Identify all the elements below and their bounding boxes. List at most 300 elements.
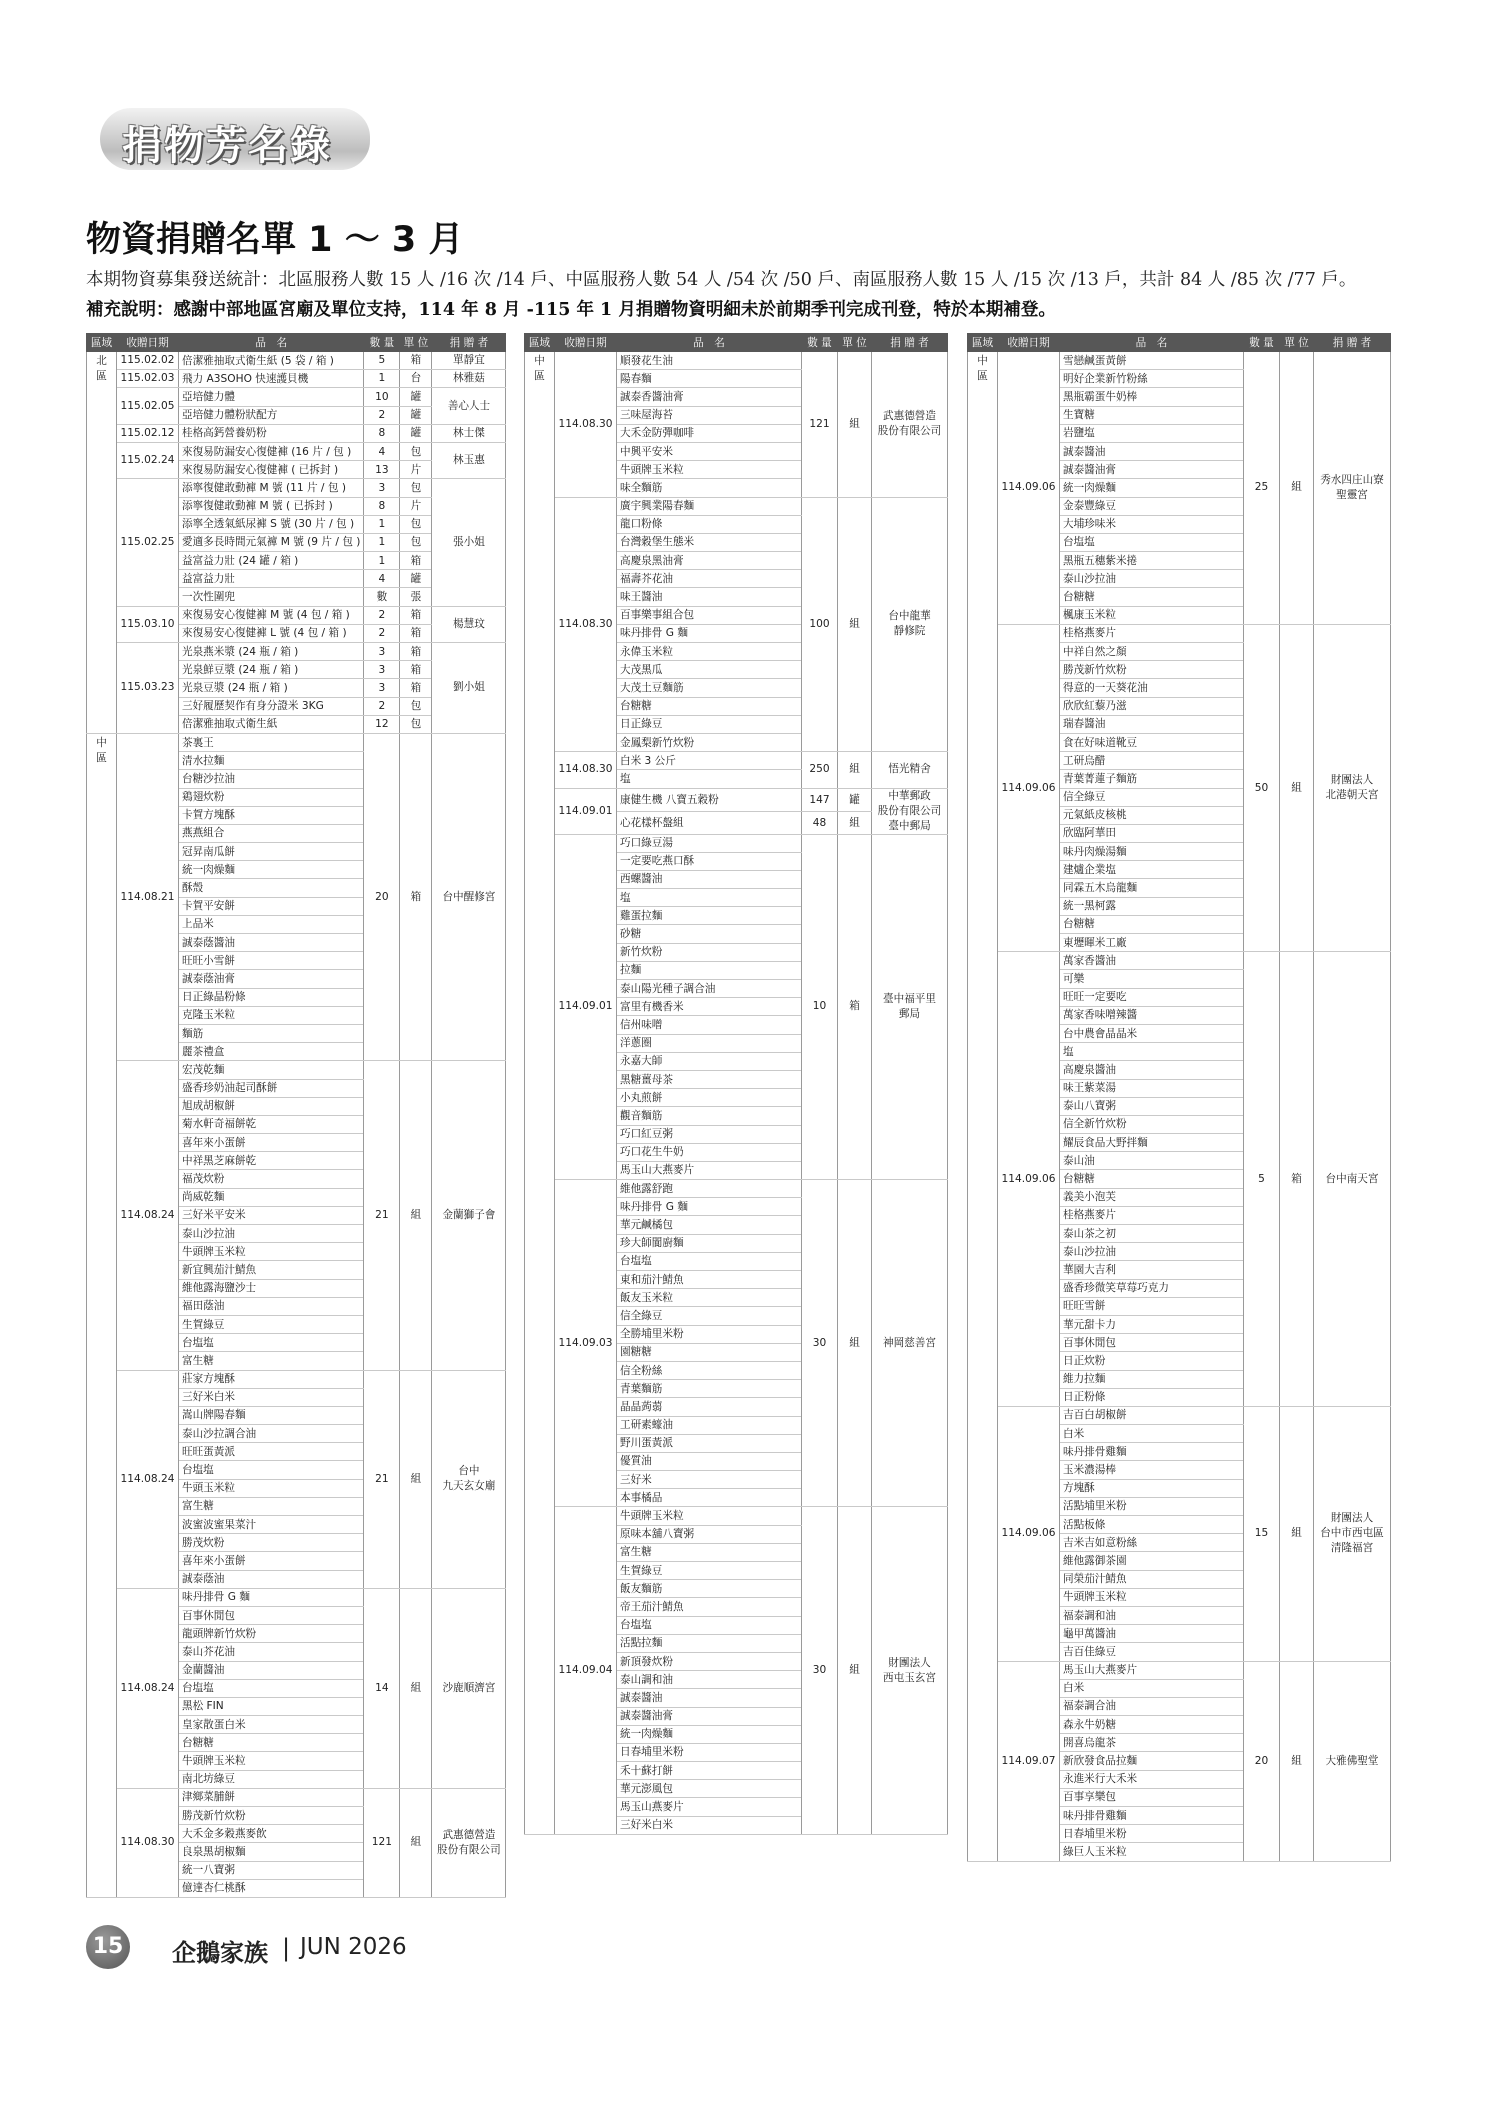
item-cell: 信全綠豆 (1060, 788, 1244, 806)
item-cell: 愛適多長時間元氣褲 M 號 (9 片 / 包 ) (179, 533, 364, 551)
quantity-cell: 10 (802, 834, 838, 1180)
table-row (525, 788, 948, 811)
date-cell: 115.02.05 (117, 388, 179, 424)
donation-table (524, 333, 948, 1835)
item-cell: 東和茄汁鯖魚 (617, 1271, 802, 1289)
item-cell: 大茂土豆麵筋 (617, 679, 802, 697)
item-cell: 味全麵筋 (617, 479, 802, 497)
item-cell: 麵筋 (179, 1024, 364, 1042)
donor-cell: 楊慧玟 (432, 606, 506, 642)
item-cell: 亞培健力體 (179, 388, 364, 406)
item-cell: 誠泰蔭醬油 (179, 934, 364, 952)
item-cell: 飯友麵筋 (617, 1580, 802, 1598)
unit-cell: 組 (1280, 1661, 1314, 1861)
item-cell: 嵩山牌陽春麵 (179, 1406, 364, 1424)
item-cell: 活點板條 (1060, 1516, 1244, 1534)
quantity-cell: 121 (364, 1788, 400, 1897)
item-cell: 廣宇興業陽春麵 (617, 497, 802, 515)
item-cell: 牛頭牌玉米粒 (179, 1752, 364, 1770)
area-cell: 中 區 (87, 733, 117, 1897)
quantity-cell: 8 (364, 497, 400, 515)
unit-cell: 箱 (400, 552, 432, 570)
unit-cell: 組 (400, 1588, 432, 1788)
quantity-cell: 20 (1244, 1661, 1280, 1861)
quantity-cell: 2 (364, 697, 400, 715)
area-cell: 中 區 (525, 352, 555, 1835)
unit-cell: 箱 (400, 643, 432, 661)
item-cell: 添寧全透氣紙尿褲 S 號 (30 片 / 包 ) (179, 515, 364, 533)
donor-cell: 台中 九天玄女廟 (432, 1370, 506, 1588)
item-cell: 全勝埔里米粉 (617, 1325, 802, 1343)
unit-cell: 組 (838, 352, 872, 498)
item-cell: 牛頭牌玉米粒 (617, 1507, 802, 1525)
footer-separator: | (282, 1934, 291, 1962)
item-cell: 勝茂炊粉 (179, 1534, 364, 1552)
item-cell: 同榮茄汁鯖魚 (1060, 1570, 1244, 1588)
item-cell: 泰山沙拉油 (1060, 1243, 1244, 1261)
table-row (525, 834, 948, 852)
unit-cell: 組 (400, 1788, 432, 1897)
table-row (968, 952, 1391, 970)
item-cell: 泰山沙拉調合油 (179, 1425, 364, 1443)
item-cell: 勝茂新竹炊粉 (179, 1807, 364, 1825)
item-cell: 龍頭牌新竹炊粉 (179, 1625, 364, 1643)
quantity-cell: 1 (364, 533, 400, 551)
table-row (87, 1370, 506, 1388)
item-cell: 燕燕組合 (179, 824, 364, 842)
quantity-cell: 21 (364, 1370, 400, 1588)
unit-cell: 台 (400, 370, 432, 388)
item-cell: 方塊酥 (1060, 1479, 1244, 1497)
item-cell: 新欣發食品拉麵 (1060, 1752, 1244, 1770)
date-cell: 114.09.06 (998, 352, 1060, 625)
donor-cell: 武惠德營造 股份有限公司 (872, 352, 948, 498)
date-cell: 115.02.02 (117, 352, 179, 370)
column-header: 品 名 (1060, 334, 1244, 352)
donation-table-right (967, 333, 1391, 1862)
table-row (87, 442, 506, 460)
item-cell: 宏茂乾麵 (179, 1061, 364, 1079)
item-cell: 晶晶蒟蒻 (617, 1398, 802, 1416)
date-cell: 114.08.21 (117, 733, 179, 1060)
table-header-row (525, 334, 948, 352)
item-cell: 園糖糖 (617, 1343, 802, 1361)
item-cell: 大茂黑瓜 (617, 661, 802, 679)
unit-cell: 罐 (838, 788, 872, 811)
column-header: 單 位 (838, 334, 872, 352)
item-cell: 波蜜波蜜果菜汁 (179, 1516, 364, 1534)
item-cell: 元氣紙皮核桃 (1060, 806, 1244, 824)
item-cell: 青葉菁蓮子麵筋 (1060, 770, 1244, 788)
item-cell: 大禾金防彈咖啡 (617, 424, 802, 442)
item-cell: 牛頭牌玉米粒 (179, 1243, 364, 1261)
item-cell: 野川蛋黃派 (617, 1434, 802, 1452)
unit-cell: 組 (1280, 352, 1314, 625)
item-cell: 牛頭玉米粒 (179, 1479, 364, 1497)
item-cell: 雞蛋拉麵 (617, 907, 802, 925)
quantity-cell: 2 (364, 624, 400, 642)
item-cell: 旺旺蛋黃派 (179, 1443, 364, 1461)
donor-cell: 沙鹿順濟宮 (432, 1588, 506, 1788)
unit-cell: 罐 (400, 424, 432, 442)
item-cell: 泰山芥花油 (179, 1643, 364, 1661)
item-cell: 馬玉山大燕麥片 (1060, 1661, 1244, 1679)
column-header: 捐 贈 者 (1314, 334, 1391, 352)
item-cell: 帝王茄汁鯖魚 (617, 1598, 802, 1616)
item-cell: 白米 (1060, 1425, 1244, 1443)
item-cell: 西螺醬油 (617, 870, 802, 888)
item-cell: 活點拉麵 (617, 1634, 802, 1652)
date-cell: 114.08.30 (117, 1788, 179, 1897)
quantity-cell: 30 (802, 1180, 838, 1507)
item-cell: 建爐企業塩 (1060, 861, 1244, 879)
date-cell: 114.09.04 (555, 1507, 617, 1834)
table-row (87, 1061, 506, 1079)
unit-cell: 組 (838, 497, 872, 752)
item-cell: 信全綠豆 (617, 1307, 802, 1325)
donor-cell: 神岡慈善宮 (872, 1180, 948, 1507)
column-header: 區域 (87, 334, 117, 352)
item-cell: 白米 (1060, 1679, 1244, 1697)
donor-cell: 台中龍華 靜修院 (872, 497, 948, 752)
item-cell: 台中農會晶晶米 (1060, 1024, 1244, 1042)
item-cell: 金鳳梨新竹炊粉 (617, 733, 802, 751)
item-cell: 喜年來小蛋餅 (179, 1552, 364, 1570)
item-cell: 岩鹽塩 (1060, 424, 1244, 442)
item-cell: 桂格燕麥片 (1060, 624, 1244, 642)
item-cell: 維他露海鹽沙士 (179, 1279, 364, 1297)
unit-cell: 片 (400, 461, 432, 479)
table-row (87, 479, 506, 497)
item-cell: 旺旺小雪餅 (179, 952, 364, 970)
unit-cell: 包 (400, 479, 432, 497)
item-cell: 維他露舒跑 (617, 1180, 802, 1198)
quantity-cell: 30 (802, 1507, 838, 1834)
item-cell: 富生糖 (179, 1352, 364, 1370)
item-cell: 添寧復健敢動褲 M 號 (11 片 / 包 ) (179, 479, 364, 497)
date-cell: 114.09.06 (998, 952, 1060, 1407)
quantity-cell: 10 (364, 388, 400, 406)
item-cell: 三好履歷契作有身分證米 3KG (179, 697, 364, 715)
unit-cell: 組 (1280, 624, 1314, 951)
item-cell: 高慶泉醬油 (1060, 1061, 1244, 1079)
table-row (525, 1507, 948, 1525)
item-cell: 中祥自然之顏 (1060, 643, 1244, 661)
item-cell: 勝茂新竹炊粉 (1060, 661, 1244, 679)
quantity-cell: 14 (364, 1588, 400, 1788)
item-cell: 華元甜卡力 (1060, 1315, 1244, 1333)
item-cell: 信全粉絲 (617, 1361, 802, 1379)
quantity-cell: 3 (364, 479, 400, 497)
unit-cell: 組 (1280, 1406, 1314, 1661)
item-cell: 日正炊粉 (1060, 1352, 1244, 1370)
item-cell: 同霖五木烏龍麵 (1060, 879, 1244, 897)
unit-cell: 包 (400, 697, 432, 715)
column-header: 收贈日期 (555, 334, 617, 352)
column-header: 捐 贈 者 (872, 334, 948, 352)
item-cell: 台灣穀堡生態米 (617, 533, 802, 551)
item-cell: 洋蔥圈 (617, 1034, 802, 1052)
item-cell: 綠巨人玉米粒 (1060, 1843, 1244, 1861)
item-cell: 萬家香味噌辣醬 (1060, 1006, 1244, 1024)
item-cell: 本事橘品 (617, 1489, 802, 1507)
item-cell: 光泉豆漿 (24 瓶 / 箱 ) (179, 679, 364, 697)
item-cell: 日正綠晶粉條 (179, 988, 364, 1006)
unit-cell: 箱 (1280, 952, 1314, 1407)
donor-cell: 張小姐 (432, 479, 506, 606)
item-cell: 皇家散蛋白米 (179, 1716, 364, 1734)
donor-cell: 台中醒修宮 (432, 733, 506, 1060)
item-cell: 觀音麵筋 (617, 1107, 802, 1125)
date-cell: 115.03.23 (117, 643, 179, 734)
item-cell: 馬玉山燕麥片 (617, 1798, 802, 1816)
item-cell: 味丹排骨 G 麵 (617, 1198, 802, 1216)
table-row (968, 624, 1391, 642)
area-cell: 中 區 (968, 352, 998, 1862)
date-cell: 114.08.24 (117, 1588, 179, 1788)
quantity-cell: 21 (364, 1061, 400, 1370)
quantity-cell: 50 (1244, 624, 1280, 951)
quantity-cell: 25 (1244, 352, 1280, 625)
quantity-cell: 1 (364, 515, 400, 533)
item-cell: 莊家方塊酥 (179, 1370, 364, 1388)
item-cell: 牛頭牌玉米粒 (617, 461, 802, 479)
unit-cell: 箱 (400, 733, 432, 1060)
item-cell: 益富益力壯 (179, 570, 364, 588)
quantity-cell: 48 (802, 811, 838, 834)
item-cell: 來復易安心復健褲 L 號 (4 包 / 箱 ) (179, 624, 364, 642)
unit-cell: 組 (838, 811, 872, 834)
item-cell: 泰山沙拉油 (179, 1225, 364, 1243)
item-cell: 台糖糖 (1060, 1170, 1244, 1188)
table-row (525, 1180, 948, 1198)
unit-cell: 罐 (400, 570, 432, 588)
item-cell: 義美小泡芙 (1060, 1188, 1244, 1206)
item-cell: 永嘉大師 (617, 1052, 802, 1070)
quantity-cell: 5 (364, 352, 400, 370)
area-cell: 北 區 (87, 352, 117, 734)
item-cell: 誠泰醬油膏 (1060, 461, 1244, 479)
item-cell: 上品米 (179, 915, 364, 933)
item-cell: 來復易防漏安心復健褲 ( 已拆封 ) (179, 461, 364, 479)
item-cell: 信全新竹炊粉 (1060, 1115, 1244, 1133)
item-cell: 拉麵 (617, 961, 802, 979)
item-cell: 統一肉燥麵 (179, 861, 364, 879)
item-cell: 旺旺一定要吃 (1060, 988, 1244, 1006)
table-row (87, 388, 506, 406)
table-row (87, 424, 506, 442)
item-cell: 鶏翅炊粉 (179, 788, 364, 806)
table-row (525, 497, 948, 515)
item-cell: 華元澎風包 (617, 1780, 802, 1798)
item-cell: 統一黑柯露 (1060, 897, 1244, 915)
page-number: 15 (86, 1925, 130, 1969)
item-cell: 金蘭醬油 (179, 1661, 364, 1679)
item-cell: 尚威乾麵 (179, 1188, 364, 1206)
donor-cell: 臺中福平里 郵局 (872, 834, 948, 1180)
item-cell: 玉米濃湯棒 (1060, 1461, 1244, 1479)
donation-table-left (86, 333, 506, 1898)
table-row (525, 752, 948, 770)
item-cell: 桂格高鈣營養奶粉 (179, 424, 364, 442)
item-cell: 東壢暉米工廠 (1060, 934, 1244, 952)
item-cell: 津鄉菜脯餅 (179, 1788, 364, 1806)
item-cell: 南北坊綠豆 (179, 1770, 364, 1788)
item-cell: 康健生機 八寶五穀粉 (617, 788, 802, 811)
column-header: 區域 (525, 334, 555, 352)
unit-cell: 箱 (838, 834, 872, 1180)
item-cell: 吉百佳綠豆 (1060, 1643, 1244, 1661)
donor-cell: 善心人士 (432, 388, 506, 424)
donor-cell: 大雅佛聖堂 (1314, 1661, 1391, 1861)
item-cell: 生賀綠豆 (179, 1315, 364, 1333)
quantity-cell: 13 (364, 461, 400, 479)
table-row (87, 1588, 506, 1606)
donor-cell: 武惠德營造 股份有限公司 (432, 1788, 506, 1897)
donor-cell: 金蘭獅子會 (432, 1061, 506, 1370)
item-cell: 酥殼 (179, 879, 364, 897)
item-cell: 富生糖 (179, 1497, 364, 1515)
donation-table (967, 333, 1391, 1862)
item-cell: 日春埔里米粉 (1060, 1825, 1244, 1843)
date-cell: 114.08.24 (117, 1370, 179, 1588)
item-cell: 益富益力壯 (24 罐 / 箱 ) (179, 552, 364, 570)
item-cell: 台糖糖 (1060, 588, 1244, 606)
date-cell: 114.09.06 (998, 624, 1060, 951)
item-cell: 桂格燕麥片 (1060, 1206, 1244, 1224)
quantity-cell: 15 (1244, 1406, 1280, 1661)
column-header: 單 位 (400, 334, 432, 352)
item-cell: 工研素蠔油 (617, 1416, 802, 1434)
item-cell: 永偉玉米粒 (617, 643, 802, 661)
quantity-cell: 100 (802, 497, 838, 752)
item-cell: 卡賀平安餅 (179, 897, 364, 915)
date-cell: 114.09.01 (555, 788, 617, 834)
item-cell: 瑞春醬油 (1060, 715, 1244, 733)
unit-cell: 箱 (400, 661, 432, 679)
item-cell: 台糖沙拉油 (179, 770, 364, 788)
item-cell: 飛力 A3SOHO 快速護貝機 (179, 370, 364, 388)
item-cell: 巧口紅豆粥 (617, 1125, 802, 1143)
item-cell: 百事享樂包 (1060, 1788, 1244, 1806)
item-cell: 萬家香醬油 (1060, 952, 1244, 970)
item-cell: 台塩塩 (617, 1616, 802, 1634)
quantity-cell: 3 (364, 661, 400, 679)
item-cell: 台塩塩 (1060, 533, 1244, 551)
item-cell: 一定要吃燕口酥 (617, 852, 802, 870)
column-header: 數 量 (1244, 334, 1280, 352)
item-cell: 得意的一天葵花油 (1060, 679, 1244, 697)
unit-cell: 箱 (400, 679, 432, 697)
quantity-cell: 20 (364, 733, 400, 1060)
item-cell: 台糖糖 (617, 697, 802, 715)
donor-cell: 林士傑 (432, 424, 506, 442)
item-cell: 活點埔里米粉 (1060, 1497, 1244, 1515)
item-cell: 欣臨阿華田 (1060, 824, 1244, 842)
item-cell: 飯友玉米粒 (617, 1289, 802, 1307)
item-cell: 三味屋海苔 (617, 406, 802, 424)
item-cell: 巧口花生牛奶 (617, 1143, 802, 1161)
item-cell: 明好企業新竹粉絲 (1060, 370, 1244, 388)
item-cell: 陽春麵 (617, 370, 802, 388)
item-cell: 泰山陽光種子調合油 (617, 980, 802, 998)
quantity-cell: 1 (364, 370, 400, 388)
date-cell: 114.08.30 (555, 352, 617, 498)
item-cell: 一次性圍兜 (179, 588, 364, 606)
date-cell: 114.09.03 (555, 1180, 617, 1507)
item-cell: 誠泰醬油 (1060, 442, 1244, 460)
item-cell: 新宜興茄汁鯖魚 (179, 1261, 364, 1279)
item-cell: 福泰調和油 (1060, 1606, 1244, 1624)
unit-cell: 組 (838, 752, 872, 788)
item-cell: 亞培健力體粉狀配方 (179, 406, 364, 424)
item-cell: 砂糖 (617, 925, 802, 943)
item-cell: 三好米白米 (617, 1816, 802, 1834)
quantity-cell: 1 (364, 552, 400, 570)
date-cell: 114.08.24 (117, 1061, 179, 1370)
unit-cell: 組 (400, 1370, 432, 1588)
item-cell: 統一八寶粥 (179, 1861, 364, 1879)
item-cell: 誠泰蔭油膏 (179, 970, 364, 988)
item-cell: 華元鹹橘包 (617, 1216, 802, 1234)
unit-cell: 組 (838, 1180, 872, 1507)
item-cell: 黑松 FIN (179, 1697, 364, 1715)
quantity-cell: 數 (364, 588, 400, 606)
item-cell: 高慶泉黑油膏 (617, 552, 802, 570)
item-cell: 台塩塩 (617, 1252, 802, 1270)
item-cell: 光泉鮮豆漿 (24 瓶 / 箱 ) (179, 661, 364, 679)
unit-cell: 箱 (400, 606, 432, 624)
table-row (968, 352, 1391, 370)
item-cell: 富生糖 (617, 1543, 802, 1561)
item-cell: 可樂 (1060, 970, 1244, 988)
item-cell: 百事樂事組合包 (617, 606, 802, 624)
item-cell: 倍潔雅抽取式衛生紙 (5 袋 / 箱 ) (179, 352, 364, 370)
quantity-cell: 147 (802, 788, 838, 811)
item-cell: 誠泰香醬油膏 (617, 388, 802, 406)
column-header: 收贈日期 (998, 334, 1060, 352)
unit-cell: 組 (838, 1507, 872, 1834)
item-cell: 冠昇南瓜餅 (179, 843, 364, 861)
item-cell: 欣欣紅藜乃滋 (1060, 697, 1244, 715)
item-cell: 台糖糖 (1060, 915, 1244, 933)
item-cell: 統一肉燥麵 (1060, 479, 1244, 497)
item-cell: 味丹排骨雞麵 (1060, 1807, 1244, 1825)
item-cell: 百事休閒包 (1060, 1334, 1244, 1352)
item-cell: 食在好味道靴豆 (1060, 733, 1244, 751)
table-row (968, 1661, 1391, 1679)
item-cell: 龍口粉條 (617, 515, 802, 533)
date-cell: 115.02.12 (117, 424, 179, 442)
item-cell: 禾十蘇打餅 (617, 1762, 802, 1780)
item-cell: 福田蔭油 (179, 1297, 364, 1315)
quantity-cell: 4 (364, 570, 400, 588)
item-cell: 塩 (617, 770, 802, 788)
item-cell: 生寶糖 (1060, 406, 1244, 424)
page-footer (86, 1925, 1406, 1969)
item-cell: 福壽芥花油 (617, 570, 802, 588)
item-cell: 味王紫菜湯 (1060, 1079, 1244, 1097)
item-cell: 維他露御茶園 (1060, 1552, 1244, 1570)
item-cell: 泰山八寶粥 (1060, 1097, 1244, 1115)
item-cell: 台塩塩 (179, 1461, 364, 1479)
item-cell: 福泰調合油 (1060, 1697, 1244, 1715)
section-banner (100, 108, 370, 170)
item-cell: 開喜烏龍茶 (1060, 1734, 1244, 1752)
item-cell: 良泉黑胡椒麵 (179, 1843, 364, 1861)
table-header-row (87, 334, 506, 352)
item-cell: 塩 (617, 889, 802, 907)
